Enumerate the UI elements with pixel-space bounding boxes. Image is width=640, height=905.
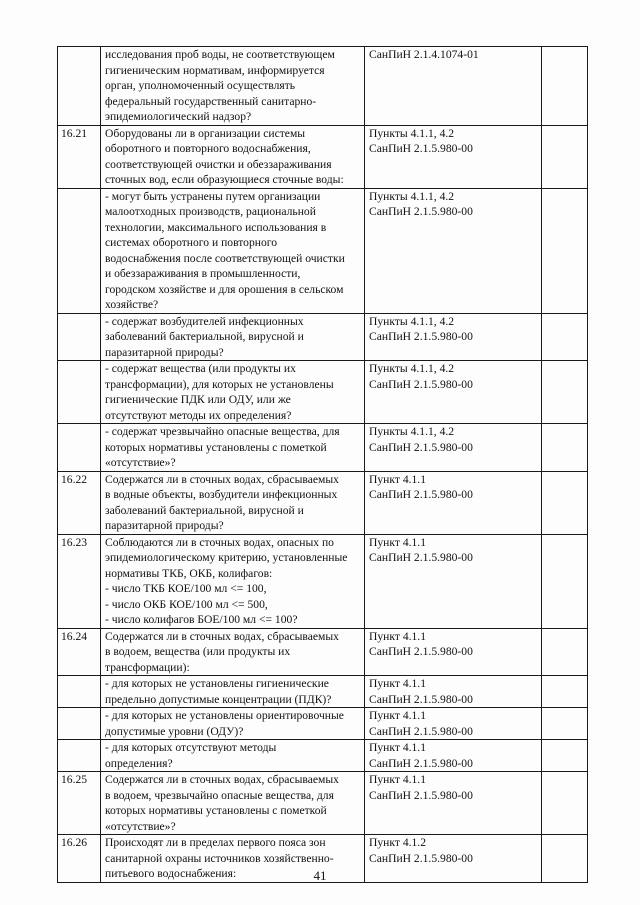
reference-line: СанПиН 2.1.5.980-00 [369,692,473,706]
mark-cell [542,628,588,676]
question-line: предельно допустимые концентрации (ПДК)? [105,692,332,706]
item-number [58,361,101,424]
reference-cell [365,125,542,188]
reference-line: Пункт 4.1.2 [369,836,427,849]
question-line: соответствующей очистки и обеззараживания [105,157,332,171]
question-line: - содержат вещества (или продукты их [105,362,296,375]
item-number [58,424,101,472]
item-number [58,740,101,772]
reference-line: СанПиН 2.1.5.980-00 [369,440,473,454]
item-number: 16.25 [58,772,101,835]
question-line: Происходят ли в пределах первого пояса зон [105,836,326,849]
question-line: санитарной охраны источников хозяйственно- [105,851,334,865]
reference-line: Пункты 4.1.1, 4.2 [369,314,455,328]
table-row [58,676,588,708]
reference-line: СанПиН 2.1.5.980-00 [369,756,473,770]
reference-cell [365,471,542,534]
table-row [58,188,588,313]
item-number [58,188,101,313]
question-line: определения? [105,756,173,770]
question-line: системах оборотного и повторного [105,236,278,249]
table-row [58,772,588,835]
question-line: - могут быть устранены путем организации [105,189,321,203]
reference-cell [365,313,542,361]
question-line: заболеваний бактериальной, вирусной и [105,330,304,343]
question-line: исследования проб воды, не соответствующем [105,48,335,61]
question-line: - число колифагов БОЕ/100 мл <= 100? [105,613,298,626]
table-row [58,424,588,472]
question-line: «отсутствие»? [105,819,176,833]
table-row [58,361,588,424]
mark-cell [542,424,588,472]
mark-cell [542,708,588,740]
question-line: трансформации): [105,660,190,674]
reference-line: СанПиН 2.1.5.980-00 [369,551,473,564]
item-number [58,313,101,361]
reference-line: СанПиН 2.1.5.980-00 [369,488,473,501]
question-line: Содержатся ли в сточных водах, сбрасываемых [105,629,339,643]
reference-line: СанПиН 2.1.5.980-00 [369,377,473,391]
reference-line: СанПиН 2.1.5.980-00 [369,788,473,802]
question-line: гигиенические ПДК или ОДУ, или же [105,393,291,406]
reference-line: Пункт 4.1.1 [369,535,427,549]
mark-cell [542,47,588,126]
reference-cell [365,628,542,676]
reference-line: Пункт 4.1.1 [369,629,427,643]
table-row [58,740,588,772]
question-line: Соблюдаются ли в сточных водах, опасных по [105,535,334,549]
item-number: 16.23 [58,534,101,628]
question-line: отсутствуют методы их определения? [105,408,292,422]
question-line: городском хозяйстве и для орошения в сельском [105,282,344,296]
question-line: и обеззараживания в промышленности, [105,267,301,280]
question-line: в водные объекты, возбудители инфекционных [105,488,338,501]
question-cell [101,188,365,313]
question-cell [101,125,365,188]
table-row [58,313,588,361]
mark-cell [542,740,588,772]
reference-cell [365,772,542,835]
mark-cell [542,772,588,835]
reference-cell [365,424,542,472]
question-line: питьевого водоснабжения: [105,867,237,880]
question-line: которых нормативы установлены с пометкой [105,440,327,454]
table-row [58,471,588,534]
question-line: технологии, максимального использования в [105,220,327,234]
reference-line: СанПиН 2.1.5.980-00 [369,645,473,658]
question-line: - для которых отсутствуют методы [105,741,277,754]
question-cell [101,708,365,740]
mark-cell [542,188,588,313]
question-cell [101,772,365,835]
mark-cell [542,471,588,534]
question-line: допустимые уровни (ОДУ)? [105,724,244,738]
reference-line: Пункты 4.1.1, 4.2 [369,189,455,203]
question-line: федеральный государственный санитарно- [105,94,317,108]
item-number [58,708,101,740]
reference-cell [365,47,542,126]
table-row [58,125,588,188]
question-line: - число ОКБ КОЕ/100 мл <= 500, [105,597,268,611]
question-line: оборотного и повторного водоснабжения, [105,142,311,155]
question-line: паразитарной природы? [105,519,224,532]
reference-line: Пункты 4.1.1, 4.2 [369,126,455,140]
question-line: Содержатся ли в сточных водах, сбрасываемых [105,472,339,486]
question-line: хозяйстве? [105,298,159,311]
reference-cell [365,188,542,313]
question-cell [101,740,365,772]
item-number: 16.21 [58,125,101,188]
question-line: «отсутствие»? [105,456,176,469]
question-line: в водоем, чрезвычайно опасные вещества, для [105,788,334,802]
mark-cell [542,676,588,708]
reference-cell [365,740,542,772]
item-number: 16.22 [58,471,101,534]
question-line: трансформации), для которых не установлены [105,377,334,391]
question-line: в водоем, вещества (или продукты их [105,645,291,658]
table-row [58,708,588,740]
item-number [58,676,101,708]
reference-cell [365,676,542,708]
reference-line: Пункт 4.1.1 [369,677,427,690]
table-row [58,534,588,628]
page-number: 41 [313,868,327,883]
reference-line: Пункт 4.1.1 [369,773,427,786]
item-number: 16.24 [58,628,101,676]
question-line: Оборудованы ли в организации системы [105,126,306,140]
reference-line: СанПиН 2.1.5.980-00 [369,205,473,218]
question-cell [101,676,365,708]
question-line: эпидемиологический надзор? [105,110,252,123]
question-cell [101,534,365,628]
checklist-body [58,47,588,883]
mark-cell [542,125,588,188]
question-line: гигиеническим нормативам, информируется [105,63,325,77]
question-cell [101,471,365,534]
question-line: - содержат чрезвычайно опасные вещества, для [105,425,340,438]
question-cell [101,361,365,424]
reference-line: Пункт 4.1.1 [369,709,427,722]
reference-line: СанПиН 2.1.5.980-00 [369,851,473,865]
reference-line: СанПиН 2.1.5.980-00 [369,724,473,738]
question-line: сточных вод, если образующиеся сточные воды: [105,173,344,186]
question-line: - для которых не установлены гигиенические [105,677,329,690]
question-line: водоснабжения после соответствующей очистки [105,251,345,265]
question-cell [101,424,365,472]
question-line: которых нормативы установлены с пометкой [105,804,327,817]
item-number: 16.26 [58,835,101,883]
question-line: паразитарной природы? [105,345,224,359]
reference-line: СанПиН 2.1.5.980-00 [369,330,473,343]
reference-line: Пункты 4.1.1, 4.2 [369,425,455,438]
question-cell [101,628,365,676]
question-line: нормативы ТКБ, ОКБ, колифагов: [105,566,273,580]
reference-cell [365,534,542,628]
table-row [58,628,588,676]
reference-line: Пункт 4.1.1 [369,741,427,754]
question-line: Содержатся ли в сточных водах, сбрасываемых [105,773,339,786]
question-line: - для которых не установлены ориентировочные [105,709,344,722]
reference-line: СанПиН 2.1.4.1074-01 [369,48,479,61]
question-line: малоотходных производств, рациональной [105,205,316,218]
checklist-table [57,46,588,883]
item-number [58,47,101,126]
mark-cell [542,534,588,628]
reference-line: СанПиН 2.1.5.980-00 [369,142,473,155]
reference-cell [365,708,542,740]
question-line: заболеваний бактериальной, вирусной и [105,503,304,517]
reference-line: Пункт 4.1.1 [369,472,427,486]
table-row [58,47,588,126]
question-line: орган, уполномоченный осуществлять [105,79,296,92]
question-cell [101,313,365,361]
mark-cell [542,361,588,424]
reference-line: Пункты 4.1.1, 4.2 [369,362,455,375]
mark-cell [542,313,588,361]
reference-cell [365,361,542,424]
question-line: - число ТКБ КОЕ/100 мл <= 100, [105,582,267,595]
question-line: - содержат возбудителей инфекционных [105,314,304,328]
question-line: эпидемиологическому критерию, установленные [105,551,348,564]
question-cell [101,47,365,126]
